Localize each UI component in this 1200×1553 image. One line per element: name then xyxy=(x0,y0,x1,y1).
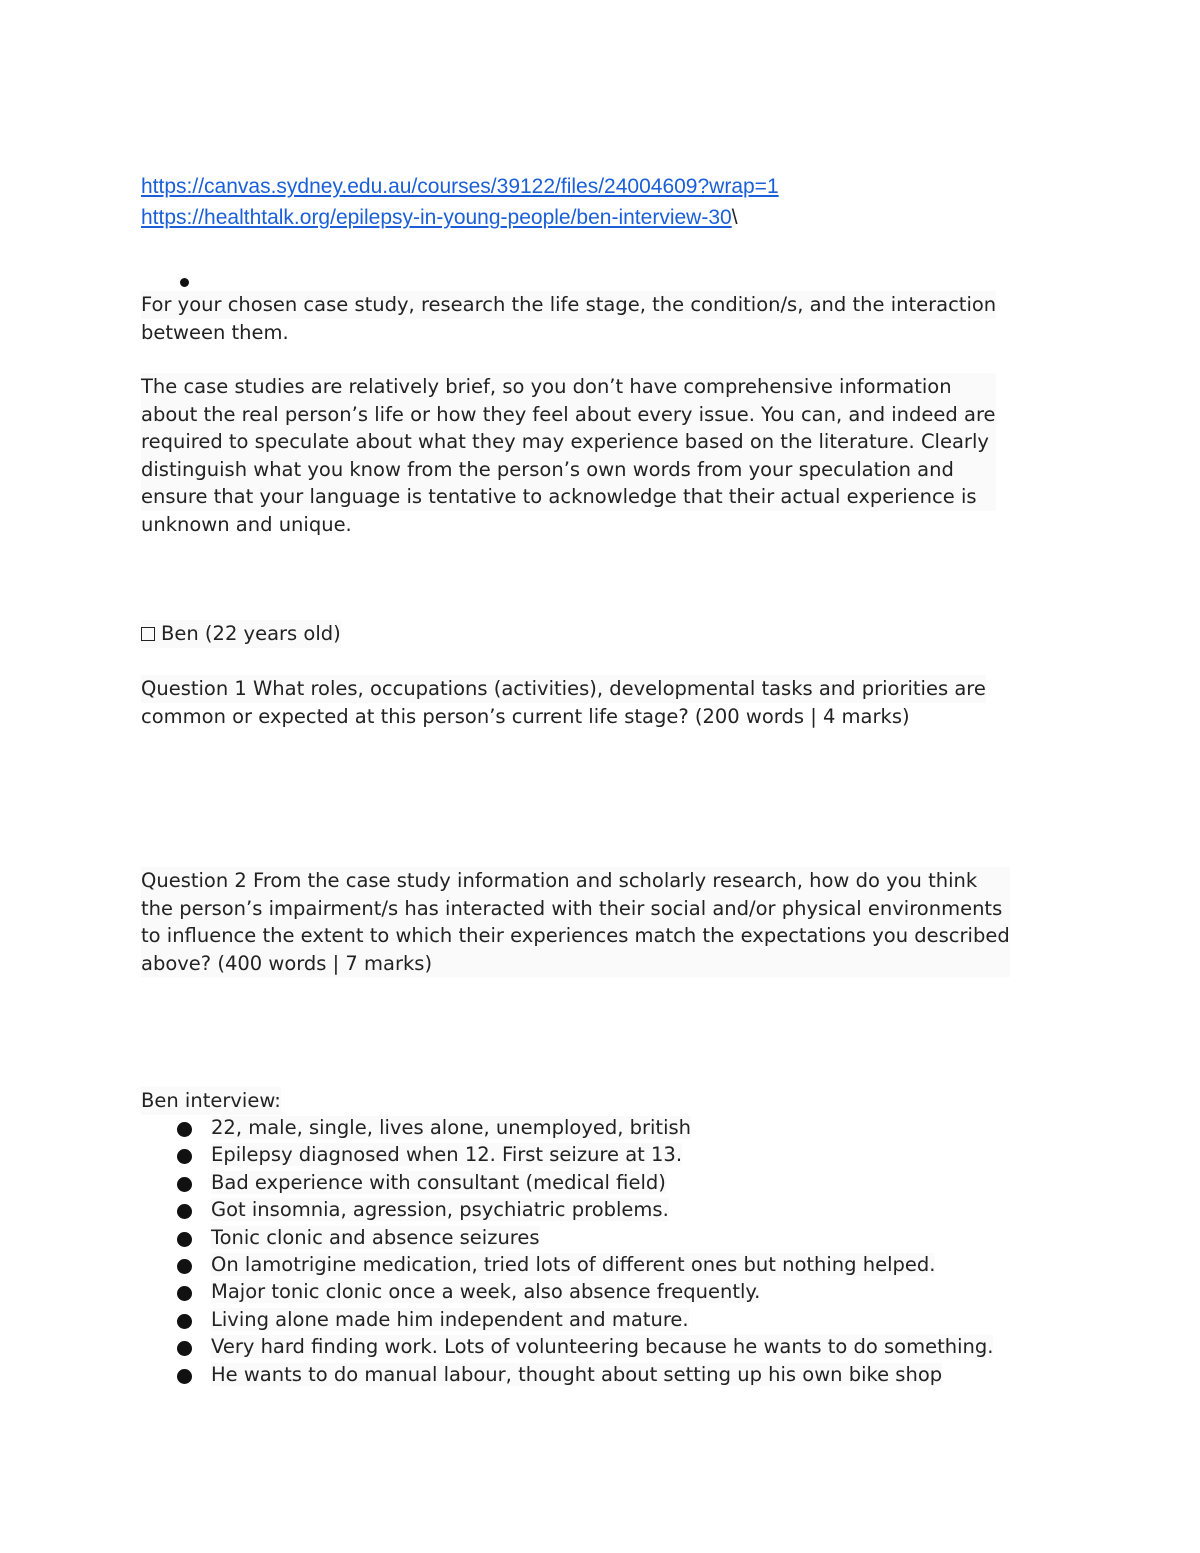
list-item: Epilepsy diagnosed when 12. First seizure at 13. xyxy=(177,1141,993,1168)
question-2-line: above? (400 words | 7 marks) xyxy=(141,950,1010,978)
question-2-line: Question 2 From the case study information and scholarly research, how do you think xyxy=(141,867,1010,895)
checkbox-icon[interactable] xyxy=(141,627,155,641)
list-item: Tonic clonic and absence seizures xyxy=(177,1224,993,1251)
instructions-line: For your chosen case study, research the life stage, the condition/s, and the interaction xyxy=(141,291,996,319)
bullet-icon xyxy=(177,1341,192,1356)
instructions-paragraph xyxy=(141,291,996,346)
bullet-icon xyxy=(177,1177,192,1192)
question-2 xyxy=(141,867,1010,977)
instructions-line: between them. xyxy=(141,320,289,344)
healthtalk-link[interactable]: https://healthtalk.org/epilepsy-in-young-people/ben-interview-30 xyxy=(141,206,732,229)
list-item: 22, male, single, lives alone, unemployed, british xyxy=(177,1114,993,1141)
list-item: Bad experience with consultant (medical field) xyxy=(177,1169,993,1196)
reference-links xyxy=(141,171,779,233)
list-item: Living alone made him independent and mature. xyxy=(177,1306,993,1333)
bullet-icon xyxy=(177,1369,192,1384)
case-note-line: about the real person’s life or how they feel about every issue. You can, and indeed are xyxy=(141,401,996,429)
link-trailing-backslash: \ xyxy=(731,206,738,229)
list-item: Major tonic clonic once a week, also absence frequently. xyxy=(177,1278,993,1305)
case-choice xyxy=(141,620,341,648)
bullet-icon xyxy=(177,1149,192,1164)
question-2-line: the person’s impairment/s has interacted with their social and/or physical environments xyxy=(141,895,1010,923)
case-note-line: The case studies are relatively brief, so you don’t have comprehensive information xyxy=(141,373,996,401)
question-1 xyxy=(141,675,986,730)
interview-section xyxy=(141,1087,281,1115)
interview-heading: Ben interview: xyxy=(141,1087,281,1115)
canvas-link[interactable]: https://canvas.sydney.edu.au/courses/39122/files/24004609?wrap=1 xyxy=(141,175,779,198)
list-item: Very hard finding work. Lots of volunteering because he wants to do something. xyxy=(177,1333,993,1360)
list-item: On lamotrigine medication, tried lots of different ones but nothing helped. xyxy=(177,1251,993,1278)
case-choice-label: Ben (22 years old) xyxy=(161,622,341,645)
list-item: He wants to do manual labour, thought about setting up his own bike shop xyxy=(177,1361,993,1388)
bullet-icon xyxy=(177,1232,192,1247)
question-1-line: common or expected at this person’s current life stage? (200 words | 4 marks) xyxy=(141,704,910,728)
interview-bullet-list xyxy=(177,1114,993,1388)
case-note-paragraph xyxy=(141,373,996,538)
list-item: Got insomnia, agression, psychiatric problems. xyxy=(177,1196,993,1223)
bullet-icon xyxy=(177,1286,192,1301)
case-note-line: distinguish what you know from the person’s own words from your speculation and xyxy=(141,456,996,484)
question-1-line: Question 1 What roles, occupations (activities), developmental tasks and priorities are xyxy=(141,675,986,703)
case-note-line: ensure that your language is tentative to acknowledge that their actual experience is xyxy=(141,483,996,511)
bullet-icon xyxy=(177,1204,192,1219)
empty-bullet xyxy=(180,278,189,287)
bullet-icon xyxy=(177,1122,192,1137)
question-2-line: to influence the extent to which their experiences match the expectations you described xyxy=(141,922,1010,950)
case-note-line: required to speculate about what they may experience based on the literature. Clearly xyxy=(141,428,996,456)
case-note-line: unknown and unique. xyxy=(141,512,352,536)
bullet-icon xyxy=(177,1259,192,1274)
bullet-icon xyxy=(177,1314,192,1329)
